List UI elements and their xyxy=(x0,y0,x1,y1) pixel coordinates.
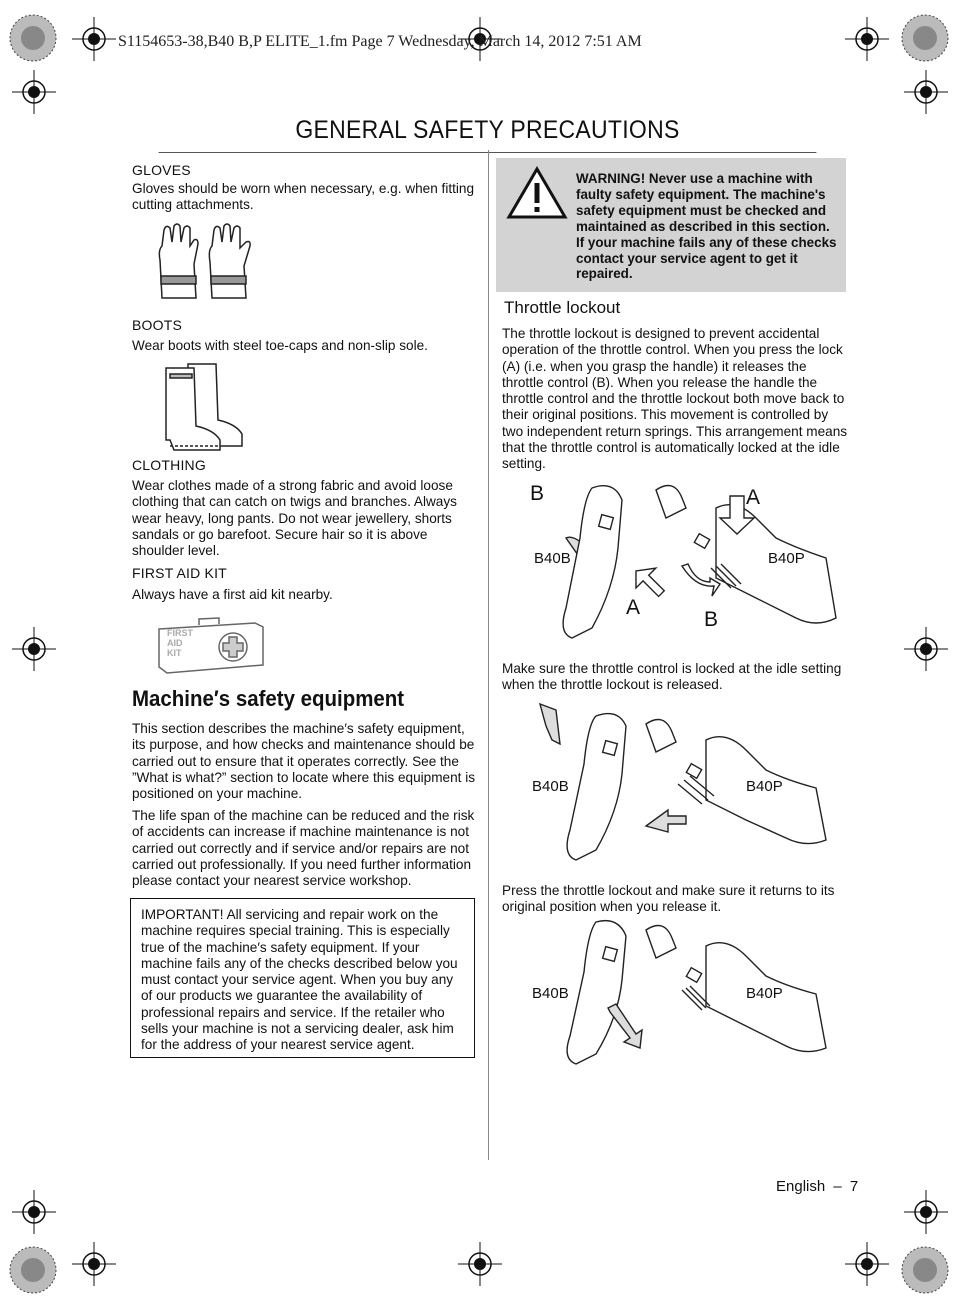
model-label-b40p: B40P xyxy=(768,550,805,567)
gloves-heading: GLOVES xyxy=(132,162,191,178)
throttle-lockout-heading: Throttle lockout xyxy=(504,298,621,317)
registration-mark-icon xyxy=(458,1242,502,1286)
throttle-text-2: Make sure the throttle control is locked at the idle setting when the throttle lockout is released. xyxy=(502,661,842,693)
warning-triangle-icon xyxy=(506,166,568,220)
first-aid-heading: FIRST AID KIT xyxy=(132,565,227,581)
warning-text: WARNING! Never use a machine with faulty safety equipment. The machine's safety equipment must be checked and maintained as described in this section. If your machine fails any of these checks contact your service agent to get it repaired. xyxy=(576,171,837,282)
clothing-text: Wear clothes made of a strong fabric and avoid loose clothing that can catch on twigs and branches. Always wear heavy, long pants. Do not wear jewellery, shorts sandals or go barefoot. Secure hair so it is above shoulder level. xyxy=(132,478,457,559)
model-label-b40b: B40B xyxy=(534,550,571,567)
model-label-b40p: B40P xyxy=(746,985,783,1002)
model-label-b40p: B40P xyxy=(746,778,783,795)
boots-illustration-icon xyxy=(158,360,246,452)
column-divider xyxy=(488,150,489,1160)
label-b-bottom: B xyxy=(704,608,719,631)
label-b-top: B xyxy=(530,482,545,505)
clothing-heading: CLOTHING xyxy=(132,457,206,473)
registration-mark-icon xyxy=(72,17,116,61)
first-aid-text: Always have a first aid kit nearby. xyxy=(132,587,333,602)
registration-mark-icon xyxy=(904,70,948,114)
registration-mark-icon xyxy=(904,1190,948,1234)
registration-mark-icon xyxy=(12,1190,56,1234)
page-footer xyxy=(776,1178,858,1195)
label-a-bottom: A xyxy=(626,596,641,619)
model-label-b40b: B40B xyxy=(532,985,569,1002)
important-box: IMPORTANT! All servicing and repair work on the machine requires special training. This is especially true of the machine′s safety equipment. If your machine fails any of the checks described below you must contact your service agent. When you buy any of our products we guarantee the availability of professional repairs and service. If the retailer who sells your machine is not a servicing dealer, ask him for the address of your nearest service agent. xyxy=(130,898,475,1058)
throttle-text-3: Press the throttle lockout and make sure it returns to its original position when you release it. xyxy=(502,883,835,915)
first-aid-kit-illustration xyxy=(155,615,265,675)
model-label-b40b: B40B xyxy=(532,778,569,795)
throttle-figure-2 xyxy=(496,700,846,870)
machine-safety-p1: This section describes the machine′s safety equipment, its purpose, and how checks and maintenance should be carried out to ensure that it operates correctly. See the ”What is what?” section to locate where this equipment is positioned on your machine. xyxy=(132,721,476,802)
machine-safety-heading: Machine′s safety equipment xyxy=(132,686,405,711)
footer-dash: – xyxy=(833,1178,842,1195)
kit-label-line: FIRST xyxy=(167,628,193,638)
color-target-icon xyxy=(900,13,950,63)
registration-mark-icon xyxy=(72,1242,116,1286)
label-a-top: A xyxy=(746,486,761,509)
registration-mark-icon xyxy=(904,627,948,671)
kit-label-line: KIT xyxy=(167,648,182,658)
throttle-lockout-text: The throttle lockout is designed to prevent accidental operation of the throttle control. When you press the lock (A) (i.e. when you grasp the handle) it releases the throttle control (B). When you release the handle the throttle control and the throttle lockout both move back to their original positions. This movement is controlled by two independent return springs. This arrangement means that the throttle control is automatically locked at the idle setting. xyxy=(502,326,848,472)
gloves-text: Gloves should be worn when necessary, e.g. when fitting cutting attachments. xyxy=(132,181,475,213)
registration-mark-icon xyxy=(845,17,889,61)
footer-language: English xyxy=(776,1178,826,1195)
machine-safety-p2: The life span of the machine can be reduced and the risk of accidents can increase if machine maintenance is not carried out correctly and if service and/or repairs are not carried out professionally. If you need further information please contact your nearest service workshop. xyxy=(132,808,475,889)
gloves-illustration-icon xyxy=(152,220,264,302)
throttle-figure-1 xyxy=(496,478,846,653)
print-mark: S1154653-38,B40 B,P ELITE_1.fm Page 7 Wednesday, March 14, 2012 7:51 AM xyxy=(118,33,642,50)
kit-label-line: AID xyxy=(167,638,183,648)
color-target-icon xyxy=(900,1245,950,1295)
color-target-icon xyxy=(8,13,58,63)
throttle-figure-3 xyxy=(496,918,846,1068)
page-title: GENERAL SAFETY PRECAUTIONS xyxy=(159,116,817,153)
color-target-icon xyxy=(8,1245,58,1295)
boots-text: Wear boots with steel toe-caps and non-slip sole. xyxy=(132,338,428,353)
boots-heading: BOOTS xyxy=(132,317,183,333)
registration-mark-icon xyxy=(12,70,56,114)
registration-mark-icon xyxy=(845,1242,889,1286)
registration-mark-icon xyxy=(12,627,56,671)
footer-page-number: 7 xyxy=(849,1178,859,1195)
